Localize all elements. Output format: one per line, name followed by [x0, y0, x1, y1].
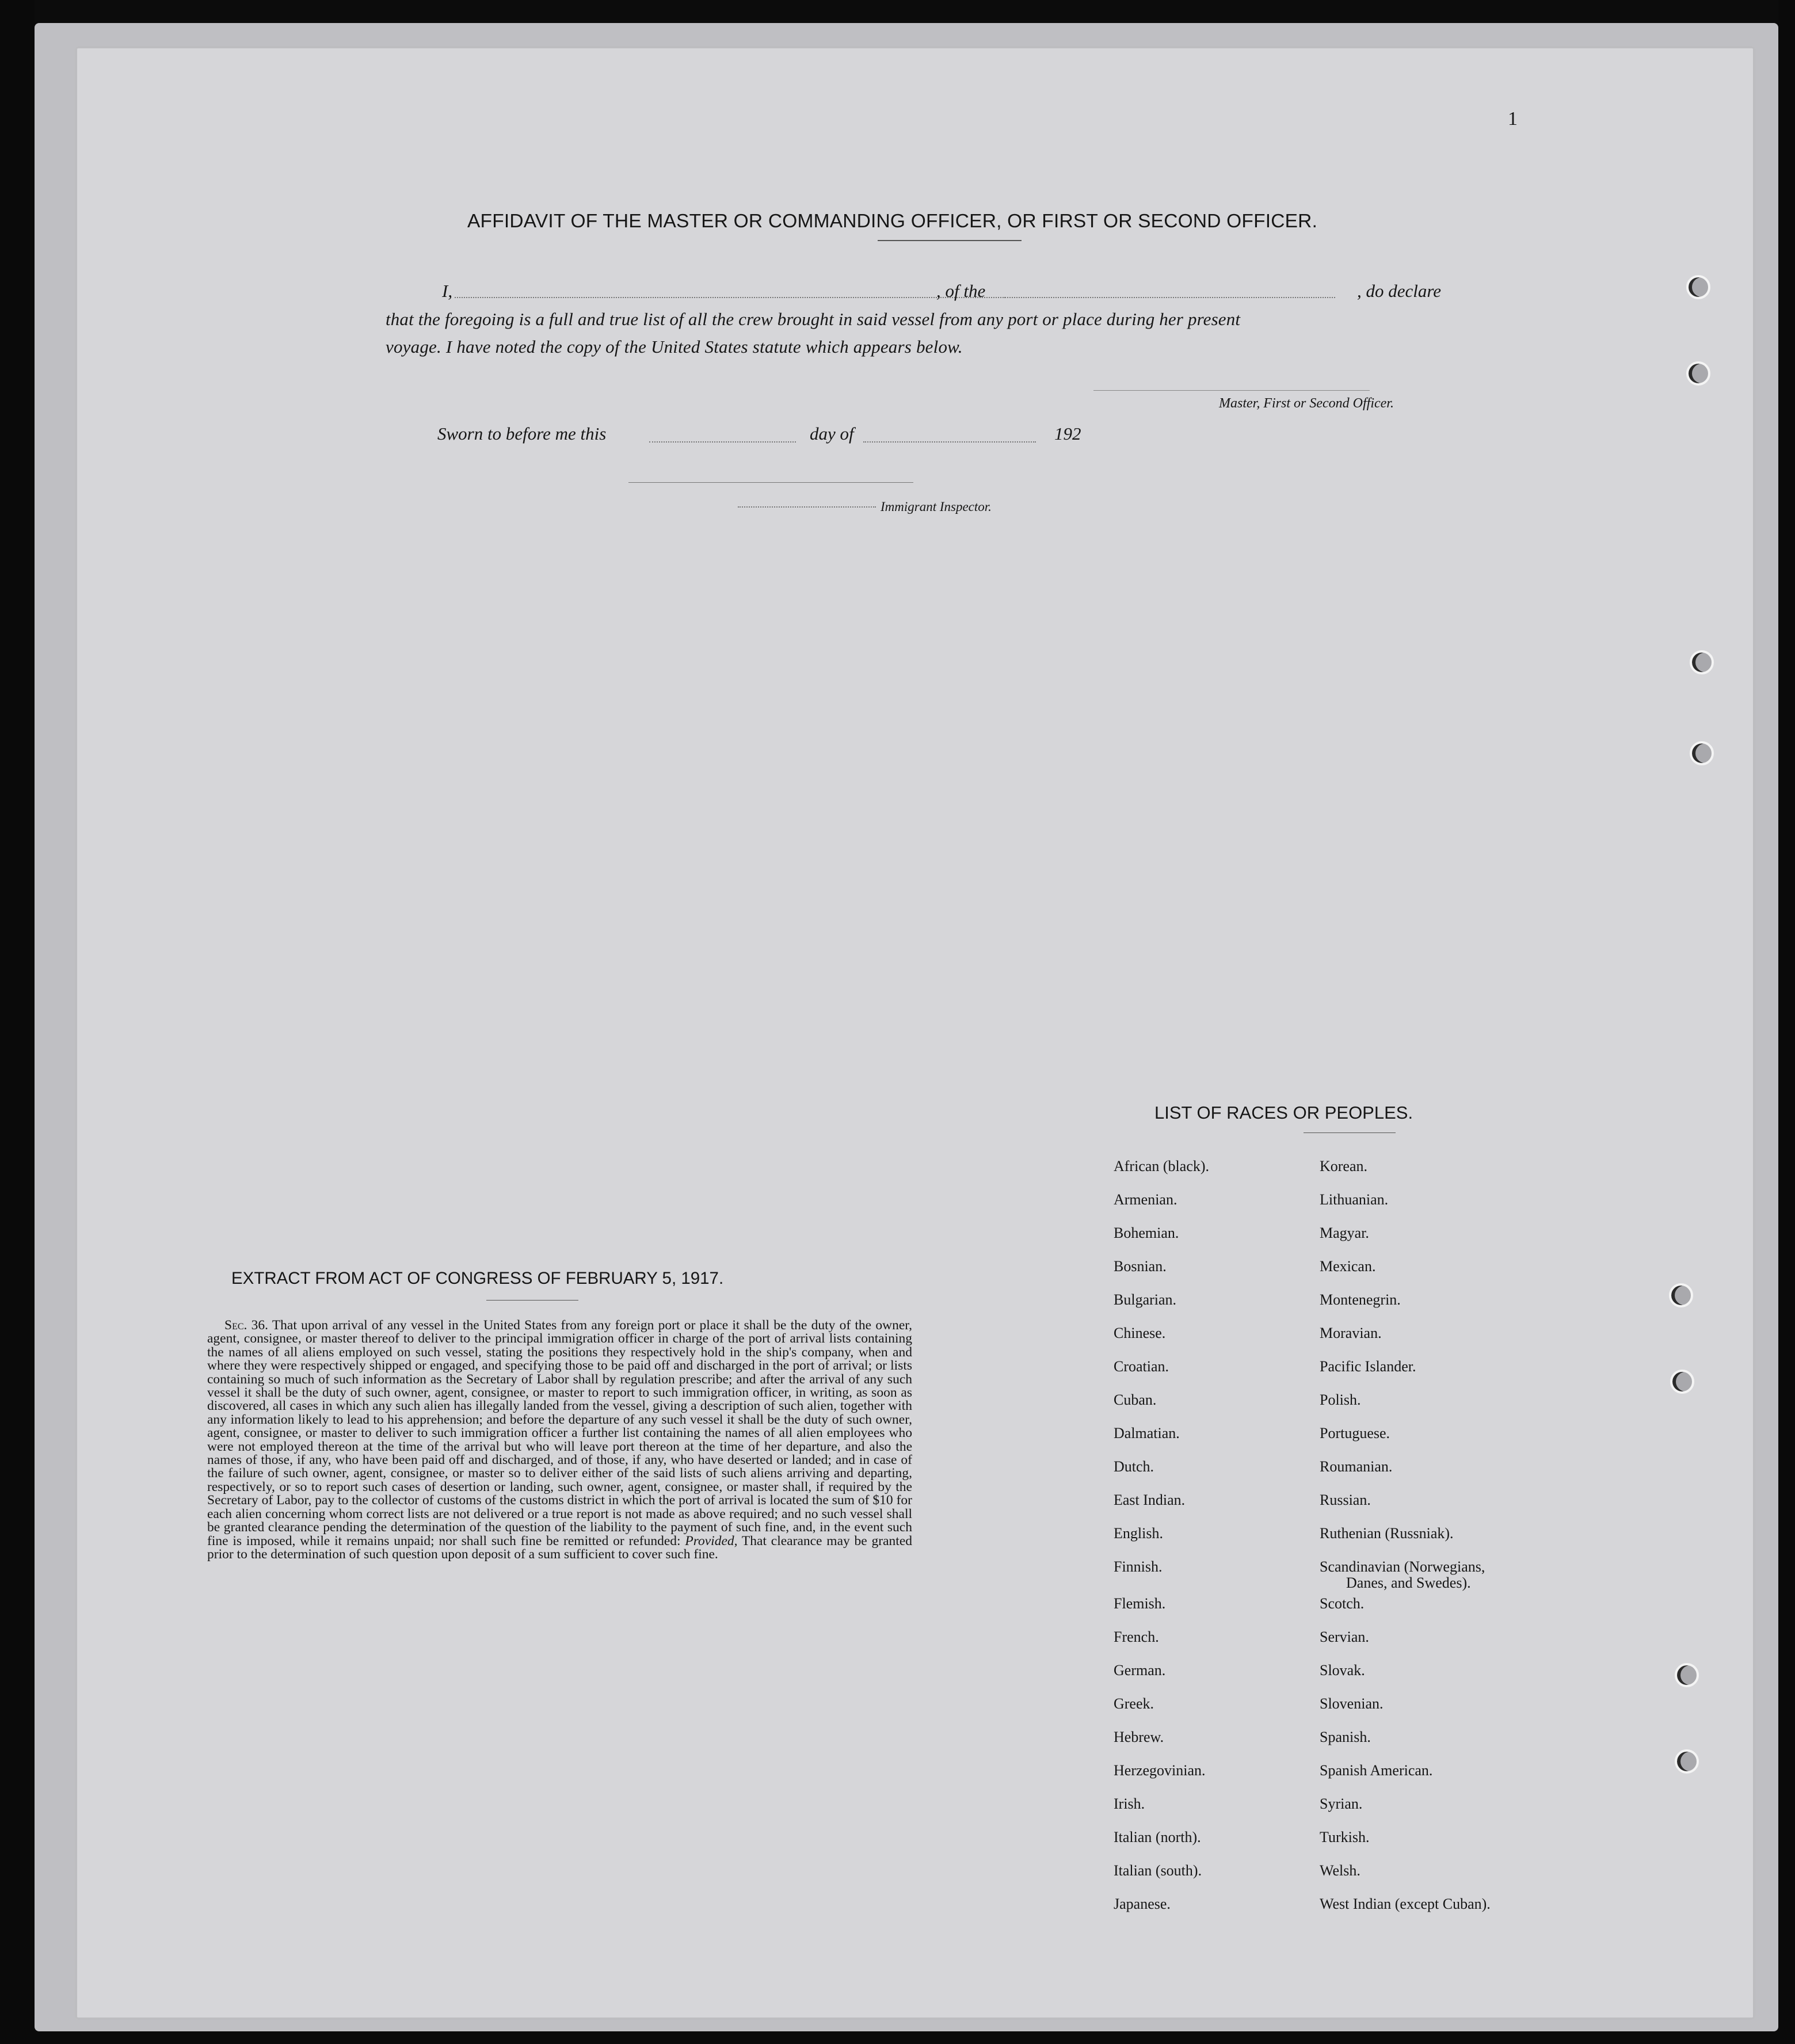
- punch-hole: [1690, 650, 1714, 674]
- statute-provided: Provided,: [685, 1533, 738, 1549]
- race-right-item: Scotch.: [1320, 1595, 1365, 1612]
- race-left-item: Finnish.: [1114, 1558, 1163, 1575]
- affidavit-title-rule: [878, 240, 1022, 241]
- races-title: LIST OF RACES OR PEOPLES.: [1154, 1103, 1413, 1123]
- race-left-item: African (black).: [1114, 1158, 1210, 1174]
- race-right-item: Moravian.: [1320, 1325, 1382, 1341]
- race-right-item: Magyar.: [1320, 1225, 1369, 1241]
- statute-text-part1: That upon arrival of any vessel in the United States from any foreign port or place it shall be the duty of the owner, agent, consignee, or master thereof to deliver to the principal immigration officer in charge of the port of arrival lists containing the names of all aliens employed on such vessel, stating the positions they respectively hold in the ship's company, when and where they were respectively shipped or engaged, and specifying those to be paid off and discharged in the port of arrival; or lists containing so much of such information as the Secretary of Labor shall by regulation prescribe; and after the arrival of any such vessel it shall be the duty of such owner, agent, consignee, or master to report to such immigration officer, in writing, as soon as discovered, all cases in which any such alien has illegally landed from the vessel, giving a description of such alien, together with any information likely to lead to his apprehension; and before the departure of any such vessel it shall be the duty of such owner, agent, consignee, or master to deliver to such immigration officer a further list containing the names of all alien employees who were not employed thereon at the time of the arrival but who will leave port thereon at the time of her departure, and also the names of those, if any, who have been paid off and discharged, and of those, if any, who have deserted or landed; and in case of the failure of such owner, agent, consignee, or master so to deliver either of the said lists of such aliens arriving and departing, respectively, or so to report such cases of desertion or landing, such owner, agent, consignee, or master shall, if required by the Secretary of Labor, pay to the collector of customs of the customs district in which the port of arrival is located the sum of $10 for each alien concerning whom correct lists are not delivered or a true report is not made as above required; and no such vessel shall be granted clearance pending the determination of the question of the liability to the payment of such fine, and, in the event such fine is imposed, while it remains unpaid; nor shall such fine be remitted or refunded:: [207, 1318, 913, 1549]
- affidavit-body-line2: that the foregoing is a full and true list of all the crew brought in said vessel from any port or place during her present: [386, 309, 1241, 329]
- race-left-item: English.: [1114, 1525, 1163, 1542]
- race-left-item: Flemish.: [1114, 1595, 1166, 1612]
- race-left-item: Cuban.: [1114, 1391, 1157, 1408]
- race-right-item: Danes, and Swedes).: [1346, 1574, 1471, 1591]
- punch-hole: [1686, 361, 1710, 386]
- race-right-item: Portuguese.: [1320, 1425, 1390, 1442]
- affidavit-line-do-declare: , do declare: [1357, 281, 1442, 301]
- inspector-dotted-line: [738, 506, 876, 508]
- race-left-item: East Indian.: [1114, 1492, 1186, 1508]
- race-right-item: Korean.: [1320, 1158, 1368, 1174]
- race-right-item: Ruthenian (Russniak).: [1320, 1525, 1454, 1542]
- race-left-item: French.: [1114, 1629, 1159, 1645]
- race-left-item: Italian (south).: [1114, 1862, 1202, 1879]
- race-left-item: Dutch.: [1114, 1458, 1154, 1475]
- punch-hole: [1675, 1749, 1699, 1774]
- race-left-item: Herzegovinian.: [1114, 1762, 1206, 1779]
- race-left-item: Dalmatian.: [1114, 1425, 1180, 1442]
- sworn-month-blank: [863, 441, 1036, 443]
- punch-hole: [1669, 1283, 1693, 1307]
- race-right-item: Lithuanian.: [1320, 1191, 1389, 1208]
- statute-section-label: Sec. 36.: [224, 1318, 268, 1333]
- vessel-blank: [1004, 297, 1335, 298]
- race-right-item: Spanish.: [1320, 1729, 1371, 1745]
- races-title-rule: [1304, 1132, 1396, 1133]
- signature-line: [1093, 390, 1370, 391]
- affidavit-line-of-the: , of the: [936, 281, 986, 301]
- scan-background-left: [0, 0, 35, 2044]
- punch-hole: [1686, 275, 1710, 299]
- sworn-year: 192: [1054, 424, 1081, 444]
- inspector-label: Immigrant Inspector.: [881, 499, 992, 514]
- affidavit-body-line3: voyage. I have noted the copy of the United States statute which appears below.: [386, 337, 963, 357]
- race-left-item: German.: [1114, 1662, 1166, 1679]
- extract-title: EXTRACT FROM ACT OF CONGRESS OF FEBRUARY 5, 1917.: [231, 1269, 724, 1288]
- race-left-item: Hebrew.: [1114, 1729, 1164, 1745]
- race-right-item: Servian.: [1320, 1629, 1369, 1645]
- punch-hole: [1690, 741, 1714, 765]
- race-right-item: West Indian (except Cuban).: [1320, 1896, 1491, 1912]
- race-right-item: Montenegrin.: [1320, 1291, 1401, 1308]
- affidavit-title: AFFIDAVIT OF THE MASTER OR COMMANDING OFFICER, OR FIRST OR SECOND OFFICER.: [467, 211, 1318, 232]
- race-right-item: Slovenian.: [1320, 1695, 1384, 1712]
- page-number: 1: [1508, 108, 1518, 129]
- race-right-item: Russian.: [1320, 1492, 1371, 1508]
- scan-background-bottom: [0, 2031, 1795, 2044]
- extract-title-rule: [486, 1300, 578, 1301]
- inspector-signature-line: [628, 482, 913, 483]
- statute-text: [207, 1319, 912, 1561]
- scan-background-right: [1778, 0, 1795, 2044]
- punch-hole: [1670, 1370, 1694, 1394]
- race-left-item: Bulgarian.: [1114, 1291, 1177, 1308]
- race-right-item: Spanish American.: [1320, 1762, 1433, 1779]
- sworn-day-of: day of: [810, 424, 854, 444]
- affidavit-line-i: I,: [442, 281, 453, 301]
- race-left-item: Armenian.: [1114, 1191, 1177, 1208]
- race-left-item: Greek.: [1114, 1695, 1154, 1712]
- race-left-item: Italian (north).: [1114, 1829, 1201, 1845]
- race-right-item: Turkish.: [1320, 1829, 1370, 1845]
- race-left-item: Bosnian.: [1114, 1258, 1167, 1275]
- race-left-item: Bohemian.: [1114, 1225, 1179, 1241]
- name-blank: [455, 297, 1013, 298]
- signature-label: Master, First or Second Officer.: [1219, 396, 1394, 411]
- race-right-item: Syrian.: [1320, 1795, 1363, 1812]
- race-left-item: Chinese.: [1114, 1325, 1166, 1341]
- race-left-item: Japanese.: [1114, 1896, 1171, 1912]
- punch-hole: [1675, 1663, 1699, 1687]
- race-left-item: Irish.: [1114, 1795, 1145, 1812]
- sworn-date-blank: [649, 441, 796, 443]
- race-right-item: Scandinavian (Norwegians,: [1320, 1558, 1485, 1575]
- document-page: [75, 46, 1755, 2020]
- race-left-item: Croatian.: [1114, 1358, 1169, 1375]
- race-right-item: Roumanian.: [1320, 1458, 1393, 1475]
- race-right-item: Welsh.: [1320, 1862, 1360, 1879]
- race-right-item: Polish.: [1320, 1391, 1361, 1408]
- statute-text-part2: That clearance may be granted prior to the determination of such question upon deposit of a sum sufficient to cover such fine.: [207, 1533, 913, 1562]
- sworn-prefix: Sworn to before me this: [437, 424, 607, 444]
- race-right-item: Pacific Islander.: [1320, 1358, 1416, 1375]
- race-right-item: Mexican.: [1320, 1258, 1376, 1275]
- race-right-item: Slovak.: [1320, 1662, 1365, 1679]
